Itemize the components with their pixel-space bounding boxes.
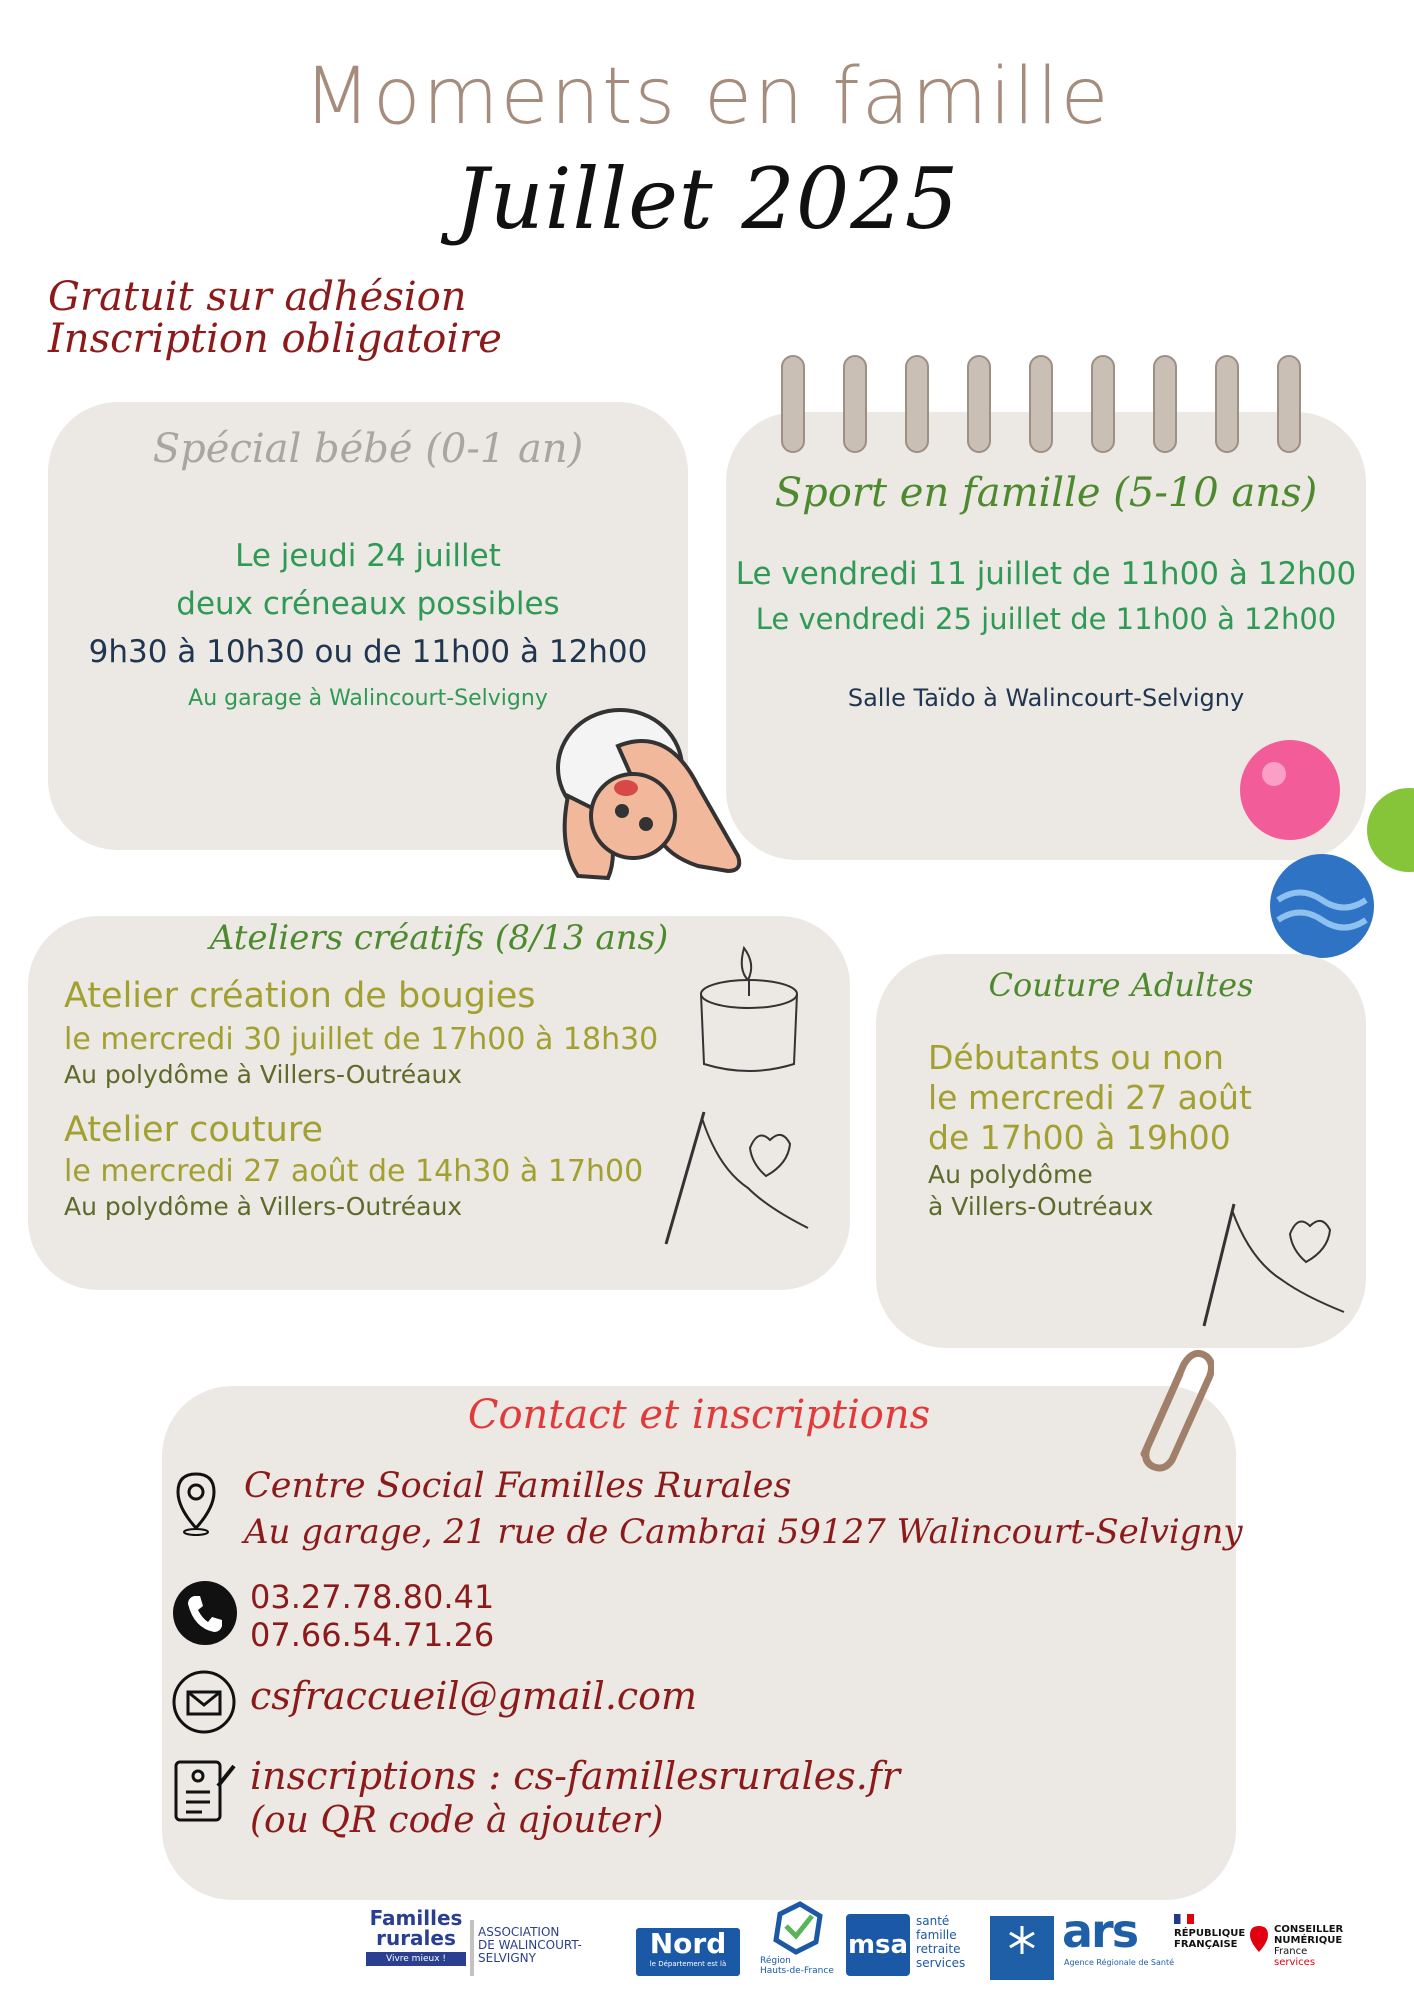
contact-web[interactable]: inscriptions : cs-famillesrurales.fr	[250, 1754, 901, 1798]
needle-thread-icon	[658, 1108, 818, 1248]
contact-phone1[interactable]: 03.27.78.80.41	[250, 1578, 495, 1616]
cn-line3: France	[1274, 1946, 1308, 1957]
atelier1-place: Au polydôme à Villers-Outréaux	[64, 1060, 463, 1089]
contact-org: Centre Social Familles Rurales	[244, 1466, 792, 1506]
couture-line2: le mercredi 27 août	[928, 1078, 1252, 1117]
assoc-line2: DE WALINCOURT-	[478, 1938, 582, 1952]
atelier1-date: le mercredi 30 juillet de 17h00 à 18h30	[64, 1022, 659, 1057]
cn-line2: NUMÉRIQUE	[1274, 1935, 1343, 1946]
tagline	[48, 276, 502, 360]
msa-line4: services	[916, 1956, 966, 1970]
french-flag-icon	[1174, 1914, 1194, 1924]
region-logo-icon	[766, 1900, 826, 1956]
atelier2-title: Atelier couture	[64, 1110, 323, 1150]
ars-logo: ars	[1062, 1904, 1138, 1958]
bebe-heading: Spécial bébé (0-1 an)	[152, 426, 584, 472]
nord-logo-tag: le Département est là	[649, 1960, 727, 1968]
contact-email[interactable]: csfraccueil@gmail.com	[250, 1674, 698, 1718]
caf-logo	[990, 1916, 1054, 1980]
region-line2: Hauts-de-France	[760, 1966, 834, 1976]
couture-line4: Au polydôme	[928, 1160, 1093, 1189]
atelier1-title: Atelier création de bougies	[64, 976, 536, 1016]
nord-logo	[636, 1928, 740, 1976]
nord-logo-text: Nord	[649, 1927, 727, 1960]
caf-snowflake-icon	[990, 1916, 1054, 1980]
msa-line3: retraite	[916, 1942, 961, 1956]
balls-decoration	[1234, 740, 1414, 960]
couture-line3: de 17h00 à 19h00	[928, 1118, 1231, 1157]
contact-phone2[interactable]: 07.66.54.71.26	[250, 1616, 495, 1654]
notebook-rings-icon	[774, 352, 1314, 462]
contact-web-note: (ou QR code à ajouter)	[250, 1800, 664, 1841]
rf-line1: RÉPUBLIQUE	[1174, 1928, 1246, 1939]
region-line1: Région	[760, 1956, 791, 1966]
sport-heading: Sport en famille (5-10 ans)	[774, 470, 1318, 516]
bebe-hours: 9h30 à 10h30 ou de 11h00 à 12h00	[88, 634, 648, 670]
atelier2-date: le mercredi 27 août de 14h30 à 17h00	[64, 1154, 644, 1189]
fr-logo-line2: rurales	[376, 1926, 456, 1950]
page-subtitle: Juillet 2025	[454, 150, 960, 248]
sport-date1: Le vendredi 11 juillet de 11h00 à 12h00	[735, 556, 1357, 592]
assoc-line3: SELVIGNY	[478, 1951, 536, 1965]
couture-line1: Débutants ou non	[928, 1038, 1224, 1077]
cn-line4: services	[1274, 1957, 1316, 1968]
bebe-slots: deux créneaux possibles	[176, 586, 560, 622]
familles-rurales-logo	[366, 1906, 466, 1982]
atelier2-place: Au polydôme à Villers-Outréaux	[64, 1192, 463, 1221]
page-title: Moments en famille	[303, 52, 1111, 142]
logo-divider	[470, 1920, 474, 1976]
sport-place: Salle Taïdo à Walincourt-Selvigny	[847, 684, 1245, 712]
sport-date2: Le vendredi 25 juillet de 11h00 à 12h00	[755, 602, 1337, 636]
contact-address: Au garage, 21 rue de Cambrai 59127 Walincourt-Selvigny	[244, 1512, 1243, 1552]
msa-line2: famille	[916, 1928, 957, 1942]
tagline-line2: Inscription obligatoire	[48, 316, 502, 362]
bebe-date: Le jeudi 24 juillet	[235, 538, 501, 574]
email-icon	[172, 1670, 236, 1734]
bebe-place: Au garage à Walincourt-Selvigny	[188, 686, 548, 711]
form-icon	[172, 1754, 238, 1826]
baby-illustration	[548, 706, 753, 886]
phone-icon	[172, 1580, 238, 1646]
location-pin-icon	[174, 1470, 218, 1536]
region-logo	[760, 1956, 834, 1976]
needle-thread-icon-2	[1194, 1200, 1354, 1330]
msa-line1: santé	[916, 1914, 950, 1928]
msa-tagline	[916, 1914, 965, 1970]
conseiller-pin-icon	[1248, 1924, 1270, 1954]
ars-tagline: Agence Régionale de Santé	[1064, 1958, 1175, 1967]
cn-line1: CONSEILLER	[1274, 1924, 1344, 1935]
ateliers-heading: Ateliers créatifs (8/13 ans)	[209, 918, 669, 958]
couture-line5: à Villers-Outréaux	[928, 1192, 1154, 1221]
republique-logo	[1174, 1928, 1245, 1950]
conseiller-numerique-logo	[1274, 1924, 1343, 1968]
contact-heading: Contact et inscriptions	[467, 1392, 931, 1438]
msa-logo: msa	[846, 1914, 910, 1976]
fr-logo-line1: Familles	[369, 1906, 463, 1930]
couture-heading: Couture Adultes	[988, 966, 1254, 1004]
assoc-line1: ASSOCIATION	[478, 1925, 560, 1939]
association-logo	[478, 1926, 582, 1965]
tagline-line1: Gratuit sur adhésion	[48, 274, 467, 320]
candle-icon	[694, 940, 804, 1080]
rf-line2: FRANÇAISE	[1174, 1939, 1238, 1950]
fr-logo-tag: Vivre mieux !	[366, 1952, 466, 1966]
